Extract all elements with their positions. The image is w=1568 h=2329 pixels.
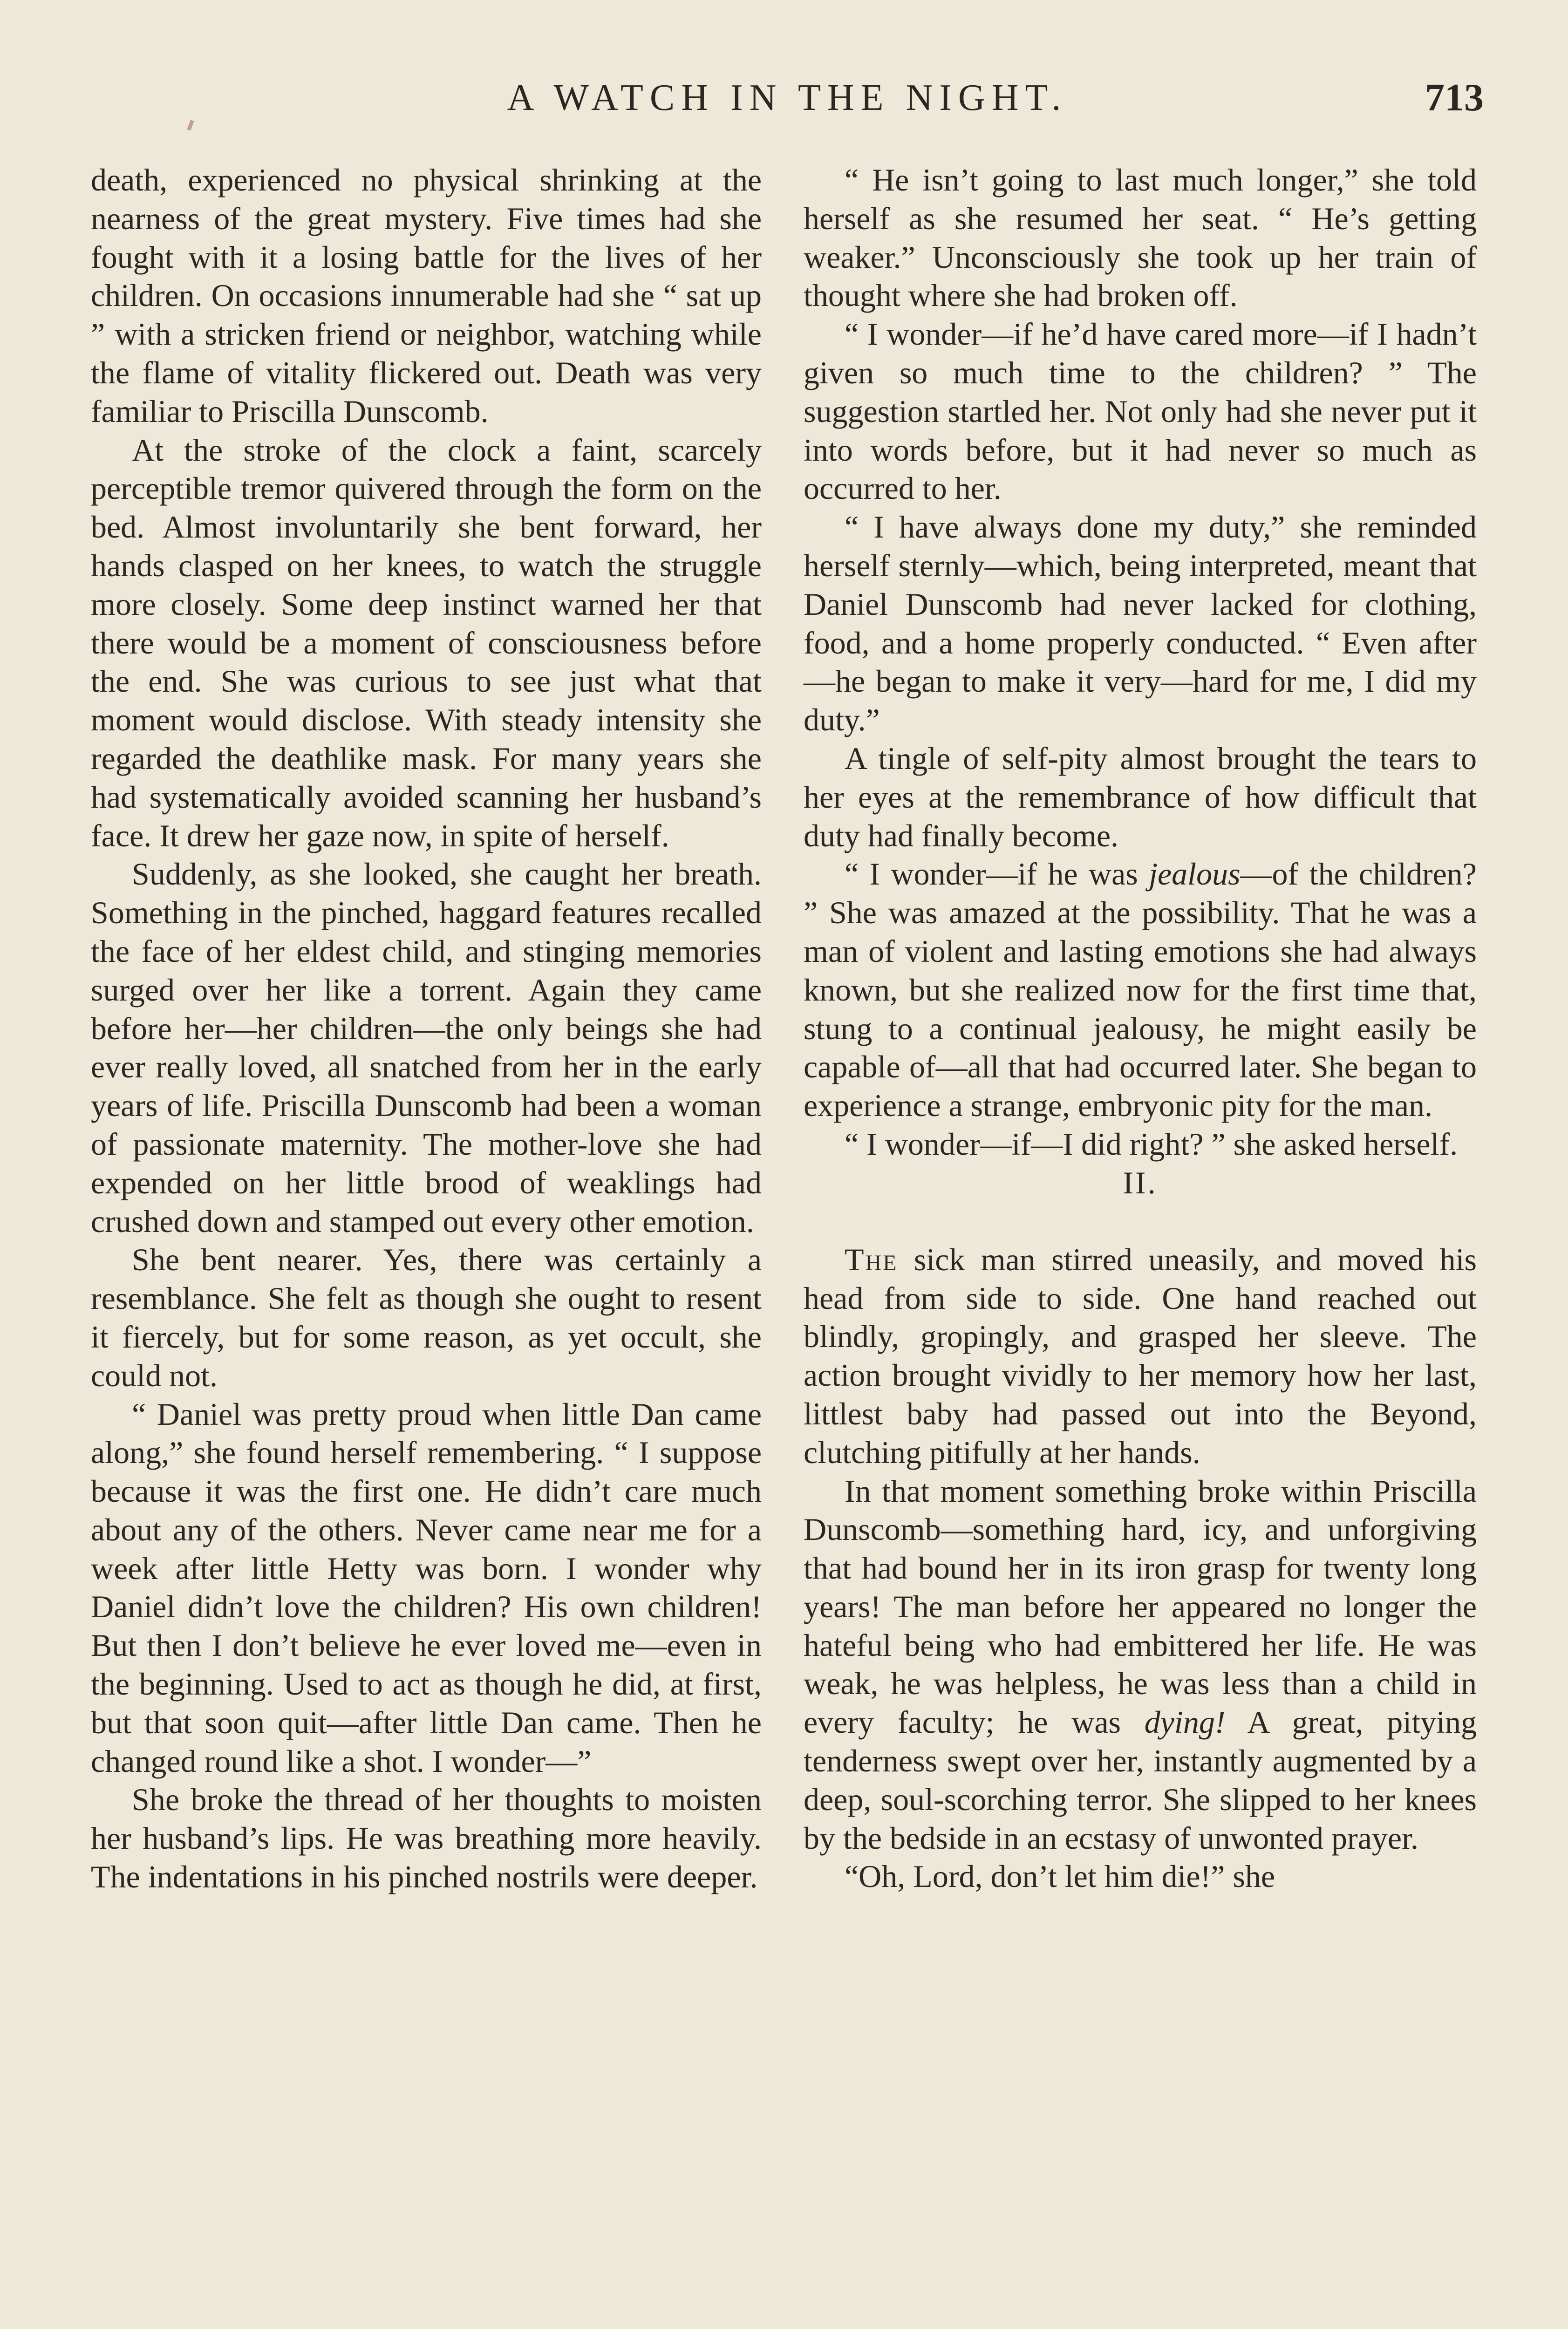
section-opening-paragraph [804,1240,1477,1472]
paragraph: “ Daniel was pretty proud when little Dan came along,” she found herself remembering. “ I suppose because it was the first one. He didn’t care much about any of the others. Never came near me for a week after little Hetty was born. I wonder why Daniel didn’t love the children? His own children! But then I don’t believe he ever loved me—even in the beginning. Used to act as though he did, at first, but that soon quit—after little Dan came. Then he changed round like a shot. I wonder—” [91,1396,762,1779]
text-run: sick man stirred uneasily, and moved his head from side to side. One hand reached out blindly, gropingly, and grasped her sleeve. The action brought vividly to her memory how her last, littlest baby had passed out into the Beyond, clutching pitifully at her hands. [804,1241,1477,1470]
paragraph: She bent nearer. Yes, there was certainly a resemblance. She felt as though she ought to resent it fiercely, but for some reason, as yet occult, she could not. [91,1242,762,1393]
paragraph: “ I have always done my duty,” she reminded herself sternly—which, being interpreted, meant that Daniel Dunscomb had never lacked for clothing, food, and a home properly conducted. “ Even after—he began to make it very—hard for me, I did my duty.” [804,509,1477,738]
paragraph: “Oh, Lord, don’t let him die!” she [845,1859,1275,1894]
italic-word: dying! [1144,1704,1226,1740]
paragraph: “ I wonder—if he’d have cared more—if I hadn’t given so much time to the children? ” The suggestion startled her. Not only had she never put it into words before, but it had never so much as occurred to her. [804,316,1477,506]
paragraph: A tingle of self-pity almost brought the tears to her eyes at the remembrance of how difficult that duty had finally become. [804,740,1477,853]
paragraph-dying [804,1472,1477,1858]
text-run: In that moment something broke within Priscilla Dunscomb—something hard, icy, and unforgiving that had bound her in its iron grasp for twenty long years! The man before her appeared no longer the hateful being who had embittered her life. He was weak, he was helpless, he was less than a child in every faculty; he was [804,1473,1477,1740]
text-run: A great, pitying tenderness swept over her, instantly augmented by a deep, soul-scorching terror. She slipped to her knees by the bedside in an ecstasy of unwonted prayer. [804,1704,1477,1856]
running-title: A WATCH IN THE NIGHT. [507,77,1068,118]
section-heading: II. [1123,1164,1158,1200]
paragraph: death, experienced no physical shrinking at the nearness of the great mystery. Five times had she fought with it a losing battle for the lives of her children. On occasions innumerable had she “ sat up ” with a stricken friend or neighbor, watching while the flame of vitality flickered out. Death was very familiar to Priscilla Dunscomb. [91,162,762,429]
paragraph: “ He isn’t going to last much longer,” she told herself as she resumed her seat. “ He’s getting weaker.” Unconsciously she took up her train of thought where she had broken off. [804,162,1477,313]
left-column [91,161,762,1896]
paragraph: At the stroke of the clock a faint, scarcely perceptible tremor quivered through the form on the bed. Almost involuntarily she bent forward, her hands clasped on her knees, to watch the struggle more closely. Some deep instinct warned her that there would be a moment of consciousness before the end. She was curious to see just what that moment would disclose. With steady intensity she regarded the deathlike mask. For many years she had systematically avoided scanning her husband’s face. It drew her gaze now, in spite of herself. [91,432,762,853]
text-run: “ I wonder—if he was [845,856,1149,892]
paragraph-jealous [804,855,1477,1125]
paragraph: Suddenly, as she looked, she caught her breath. Something in the pinched, haggard features recalled the face of her eldest child, and stinging memories surged over her like a torrent. Again they came before her—her children—the only beings she had ever really loved, all snatched from her in the early years of life. Priscilla Dunscomb had been a woman of passionate maternity. The mother-love she had expended on her little brood of weaklings had crushed down and stamped out every other emotion. [91,856,762,1239]
page-header [91,70,1484,140]
right-column [804,161,1477,1896]
small-caps-lead: The [845,1241,898,1277]
text-run: —of the children? ” She was amazed at the possibility. That he was a man of violent and lasting emotions she had always known, but she realized now for the first time that, stung to a continual jealousy, he might easily be capable of—all that had occurred later. She began to experience a strange, embryonic pity for the man. [804,856,1477,1124]
italic-word: jealous [1149,856,1241,892]
page-number: 713 [1425,76,1484,119]
paragraph: “ I wonder—if—I did right? ” she asked herself. [845,1126,1458,1162]
paragraph: She broke the thread of her thoughts to moisten her husband’s lips. He was breathing more heavily. The indentations in his pinched nostrils were deeper. [91,1782,762,1895]
